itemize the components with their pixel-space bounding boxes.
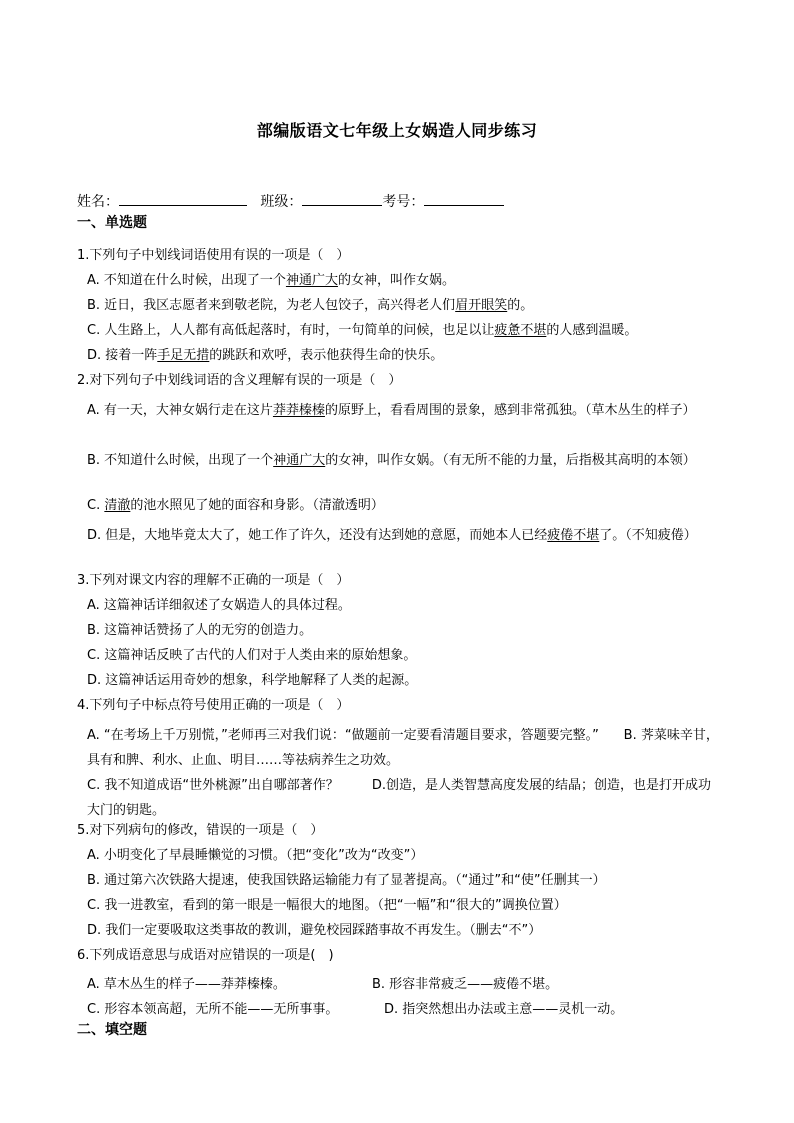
name-label: 姓名： <box>77 194 119 210</box>
question-4-stem: 4.下列句子中标点符号使用正确的一项是（ ） <box>77 698 350 713</box>
question-3-option-c[interactable]: C. 这篇神话反映了古代的人们对于人类由来的原始想象。 <box>87 648 417 663</box>
question-3-option-b[interactable]: B. 这篇神话赞扬了人的无穷的创造力。 <box>87 623 313 638</box>
question-6-option-d[interactable]: D. 指突然想出办法或主意——灵机一动。 <box>384 1002 624 1017</box>
question-3-stem: 3.下列对课文内容的理解不正确的一项是（ ） <box>77 573 350 588</box>
question-1-option-d[interactable]: D. 接着一阵手足无措的跳跃和欢呼，表示他获得生命的快乐。 <box>87 348 444 363</box>
question-2-option-d[interactable]: D. 但是，大地毕竟太大了，她工作了许久，还没有达到她的意愿，而她本人已经疲倦不堪了。（不知疲倦） <box>87 528 697 543</box>
question-4-option-a[interactable]: A. “在考场上千万别慌，”老师再三对我们说：“做题前一定要看清题目要求，答题要完整。” <box>87 728 599 743</box>
class-label: 班级： <box>260 194 303 210</box>
question-3-option-d[interactable]: D. 这篇神话运用奇妙的想象，科学地解释了人类的起源。 <box>87 673 418 688</box>
question-2-stem: 2.对下列句子中划线词语的含义理解有误的一项是（ ） <box>77 373 402 388</box>
question-5-option-b[interactable]: B. 通过第六次铁路大提速，使我国铁路运输能力有了显著提高。（“通过”和“使”任删其一） <box>87 873 606 888</box>
question-6-option-b[interactable]: B. 形容非常疲乏——疲倦不堪。 <box>372 977 559 992</box>
section-heading-fill-blank: 二、填空题 <box>77 1022 147 1038</box>
exam-number-field[interactable] <box>424 193 504 206</box>
question-4-option-b[interactable]: B. 荠菜味辛甘，具有和脾、利水、止血、明目……等祛病养生之功效。 <box>87 728 719 768</box>
question-2-option-c[interactable]: C. 清澈的池水照见了她的面容和身影。（清澈透明） <box>87 498 384 513</box>
page-title: 部编版语文七年级上女娲造人同步练习 <box>256 121 538 140</box>
section-heading-single-choice: 一、单选题 <box>77 215 147 231</box>
question-6-option-c[interactable]: C. 形容本领高超，无所不能——无所事事。 <box>87 1002 339 1017</box>
question-5-option-a[interactable]: A. 小明变化了早晨睡懒觉的习惯。（把“变化”改为“改变”） <box>87 848 424 863</box>
question-6-stem: 6.下列成语意思与成语对应错误的一项是( ) <box>77 948 334 963</box>
question-3-option-a[interactable]: A. 这篇神话详细叙述了女娲造人的具体过程。 <box>87 598 351 613</box>
question-1-option-a[interactable]: A. 不知道在什么时候，出现了一个神通广大的女神，叫作女娲。 <box>87 273 455 288</box>
name-field[interactable] <box>119 193 247 206</box>
question-4-options-cd <box>87 773 724 823</box>
question-4-options-ab <box>87 723 724 773</box>
exam-number-label: 考号： <box>382 194 425 210</box>
question-5-stem: 5.对下列病句的修改，错误的一项是（ ） <box>77 823 324 838</box>
question-5-option-d[interactable]: D. 我们一定要吸取这类事故的教训，避免校园踩踏事故不再发生。（删去“不”） <box>87 923 542 938</box>
class-field[interactable] <box>302 193 382 206</box>
question-2-option-a[interactable]: A. 有一天，大神女娲行走在这片莽莽榛榛的原野上，看看周围的景象，感到非常孤独。（草木丛生的样子） <box>87 403 696 418</box>
question-4-option-d[interactable]: D.创造，是人类智慧高度发展的结晶；创造，也是打开成功大门的钥匙。 <box>87 778 712 818</box>
question-1-option-c[interactable]: C. 人生路上，人人都有高低起落时，有时，一句简单的问候，也足以让疲惫不堪的人感到温暖。 <box>87 323 638 338</box>
question-4-option-c[interactable]: C. 我不知道成语“世外桃源”出自哪部著作？ <box>87 778 339 793</box>
question-5-option-c[interactable]: C. 我一进教室，看到的第一眼是一幅很大的地图。（把“一幅”和“很大的”调换位置） <box>87 898 567 913</box>
student-info-row <box>77 193 724 210</box>
question-1-option-b[interactable]: B. 近日，我区志愿者来到敬老院，为老人包饺子，高兴得老人们眉开眼笑的。 <box>87 298 534 313</box>
question-6-option-a[interactable]: A. 草木丛生的样子——莽莽榛榛。 <box>87 977 286 992</box>
question-1-stem: 1.下列句子中划线词语使用有误的一项是（ ） <box>77 248 350 263</box>
question-2-option-b[interactable]: B. 不知道什么时候，出现了一个神通广大的女神，叫作女娲。（有无所不能的力量，后指极其高明的本领） <box>87 453 696 468</box>
